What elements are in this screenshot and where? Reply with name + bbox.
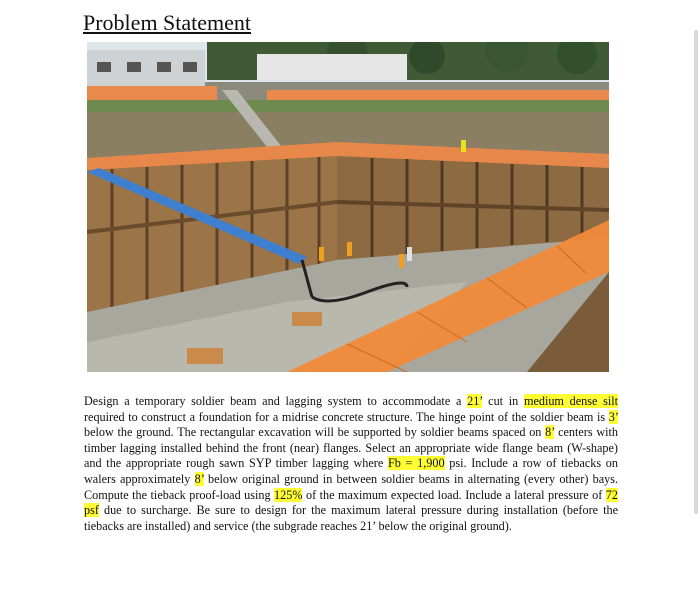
text-run: below the ground. The rectangular excavation will be supported by soldier beams spaced on	[84, 425, 546, 440]
highlighted-value: medium dense silt	[523, 394, 619, 408]
text-run: Design a temporary soldier beam and lagging system to accommodate a	[84, 394, 468, 408]
text-run: centers with timber lagging installed behind the front (near) flanges. Select an appropriate wide flange beam (W-shape) and the appropriate rough sawn SYP timber lagging where	[84, 425, 618, 471]
excavation-photo-icon	[87, 42, 609, 372]
highlighted-value: 8’	[194, 471, 204, 486]
highlighted-value: 3’	[608, 409, 618, 424]
text-run: required to construct a foundation for a midrise concrete structure. The hinge point of the soldier beam is	[84, 409, 609, 424]
page-title: Problem Statement	[83, 10, 252, 35]
excavation-photo	[87, 42, 609, 372]
text-run: below original ground in between soldier beams in alternating (every other) bays. Compute the tieback proof-load using	[84, 471, 618, 502]
text-run: psi. Include a row of tiebacks on walers approximately	[84, 456, 618, 486]
highlighted-value: 125%	[274, 487, 303, 502]
text-run: of the maximum expected load. Include a lateral pressure of	[302, 487, 606, 502]
highlighted-value: Fb = 1,900	[387, 456, 445, 471]
problem-description	[84, 394, 618, 534]
text-run: cut in	[482, 394, 524, 408]
highlighted-value: 72 psf	[84, 487, 618, 518]
highlighted-value: 21’	[467, 394, 483, 408]
scrollbar[interactable]	[694, 30, 698, 514]
highlighted-value: 8’	[545, 425, 555, 440]
text-run: due to surcharge. Be sure to design for the maximum lateral pressure during installation (before the tiebacks are installed) and service (the subgrade reaches 21’ below the original ground).	[84, 503, 618, 533]
